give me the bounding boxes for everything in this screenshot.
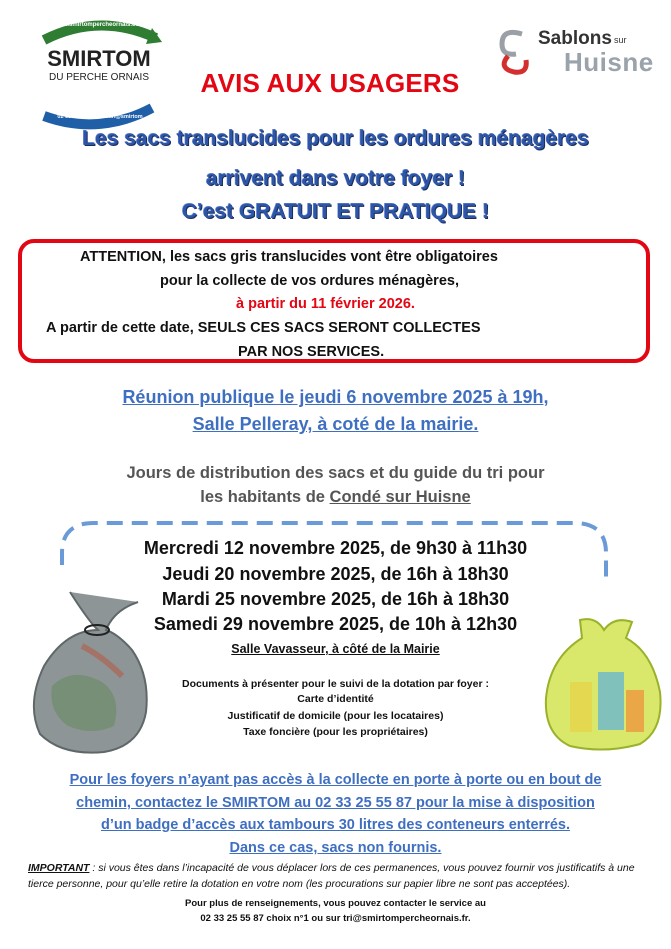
distribution-date-1: Mercredi 12 novembre 2025, de 9h30 à 11h30 bbox=[143, 538, 528, 558]
page-title: AVIS AUX USAGERS bbox=[200, 68, 460, 98]
documents-item: Carte d’identité bbox=[297, 693, 374, 705]
distribution-line-2 bbox=[0, 488, 671, 507]
badge-line-2: chemin, contactez le SMIRTOM au 02 33 25 55 87 pour la mise à disposition bbox=[76, 795, 595, 811]
venue: Salle Vavasseur, à côté de la Mairie bbox=[231, 642, 440, 656]
sablons-word: Sablons bbox=[538, 28, 612, 49]
headline-line-1: Les sacs translucides pour les ordures ménagères bbox=[82, 127, 589, 150]
meeting-line-1: Réunion publique le jeudi 6 novembre 2025 à 19h, bbox=[122, 387, 549, 407]
distribution-line-1: Jours de distribution des sacs et du guide du tri pour bbox=[126, 464, 545, 482]
footer-contact: 02 33 25 55 87 choix n°1 ou sur tri@smirtompercheornais.fr. bbox=[200, 913, 471, 924]
attention-line-2: pour la collecte de vos ordures ménagères, bbox=[160, 273, 459, 289]
headline-line-2: arrivent dans votre foyer ! bbox=[205, 167, 466, 190]
headline-line-3: C’est GRATUIT ET PRATIQUE ! bbox=[181, 200, 490, 223]
smirtom-logo bbox=[34, 20, 164, 130]
sablons-sur: sur bbox=[614, 35, 627, 45]
distribution-prefix: les habitants de bbox=[200, 488, 330, 506]
attention-date: à partir du 11 février 2026. bbox=[236, 296, 415, 312]
smirtom-subtitle: DU PERCHE ORNAIS bbox=[48, 72, 149, 83]
badge-line-4: Dans ce cas, sacs non fournis. bbox=[229, 840, 442, 856]
distribution-date-3: Mardi 25 novembre 2025, de 16h à 18h30 bbox=[161, 589, 510, 609]
badge-line-3: d’un badge d’accès aux tambours 30 litres des conteneurs enterrés. bbox=[101, 817, 570, 833]
meeting-line-2: Salle Pelleray, à coté de la mairie. bbox=[192, 414, 479, 434]
attention-line-1: ATTENTION, les sacs gris translucides vont être obligatoires bbox=[80, 249, 498, 265]
sablons-huisne: Huisne bbox=[564, 47, 654, 77]
important-text: : si vous êtes dans l’incapacité de vous déplacer lors de ces permanences, vous pouvez fournir vos justificatifs à une tierce personne, pour qu’elle retire la dotation en votre nom (les procurations sur papier libre ne sont pas acceptées). bbox=[28, 862, 635, 890]
distribution-date-2: Jeudi 20 novembre 2025, de 16h à 18h30 bbox=[162, 564, 509, 584]
documents-item: Taxe foncière (pour les propriétaires) bbox=[243, 726, 428, 738]
smirtom-phone: 02 33 25 55 87 - eco.tri@smirtom bbox=[57, 114, 143, 120]
attention-line-5: PAR NOS SERVICES. bbox=[238, 344, 385, 360]
smirtom-url: www.smirtompercheornais.com bbox=[53, 22, 145, 28]
important-label: IMPORTANT bbox=[28, 862, 90, 874]
attention-line-4: A partir de cette date, SEULS CES SACS SERONT COLLECTES bbox=[46, 320, 481, 336]
sablons-logo bbox=[494, 24, 654, 80]
smirtom-name: SMIRTOM bbox=[47, 46, 151, 71]
distribution-place: Condé sur Huisne bbox=[329, 488, 471, 506]
distribution-date-4: Samedi 29 novembre 2025, de 10h à 12h30 bbox=[153, 614, 518, 634]
footer-line-1: Pour plus de renseignements, vous pouvez contacter le service au bbox=[185, 898, 486, 909]
documents-intro: Documents à présenter pour le suivi de la dotation par foyer : bbox=[182, 678, 489, 690]
documents-item: Justificatif de domicile (pour les locataires) bbox=[227, 710, 444, 722]
badge-line-1: Pour les foyers n’ayant pas accès à la collecte en porte à porte ou en bout de bbox=[69, 772, 602, 788]
important-note bbox=[28, 860, 648, 892]
